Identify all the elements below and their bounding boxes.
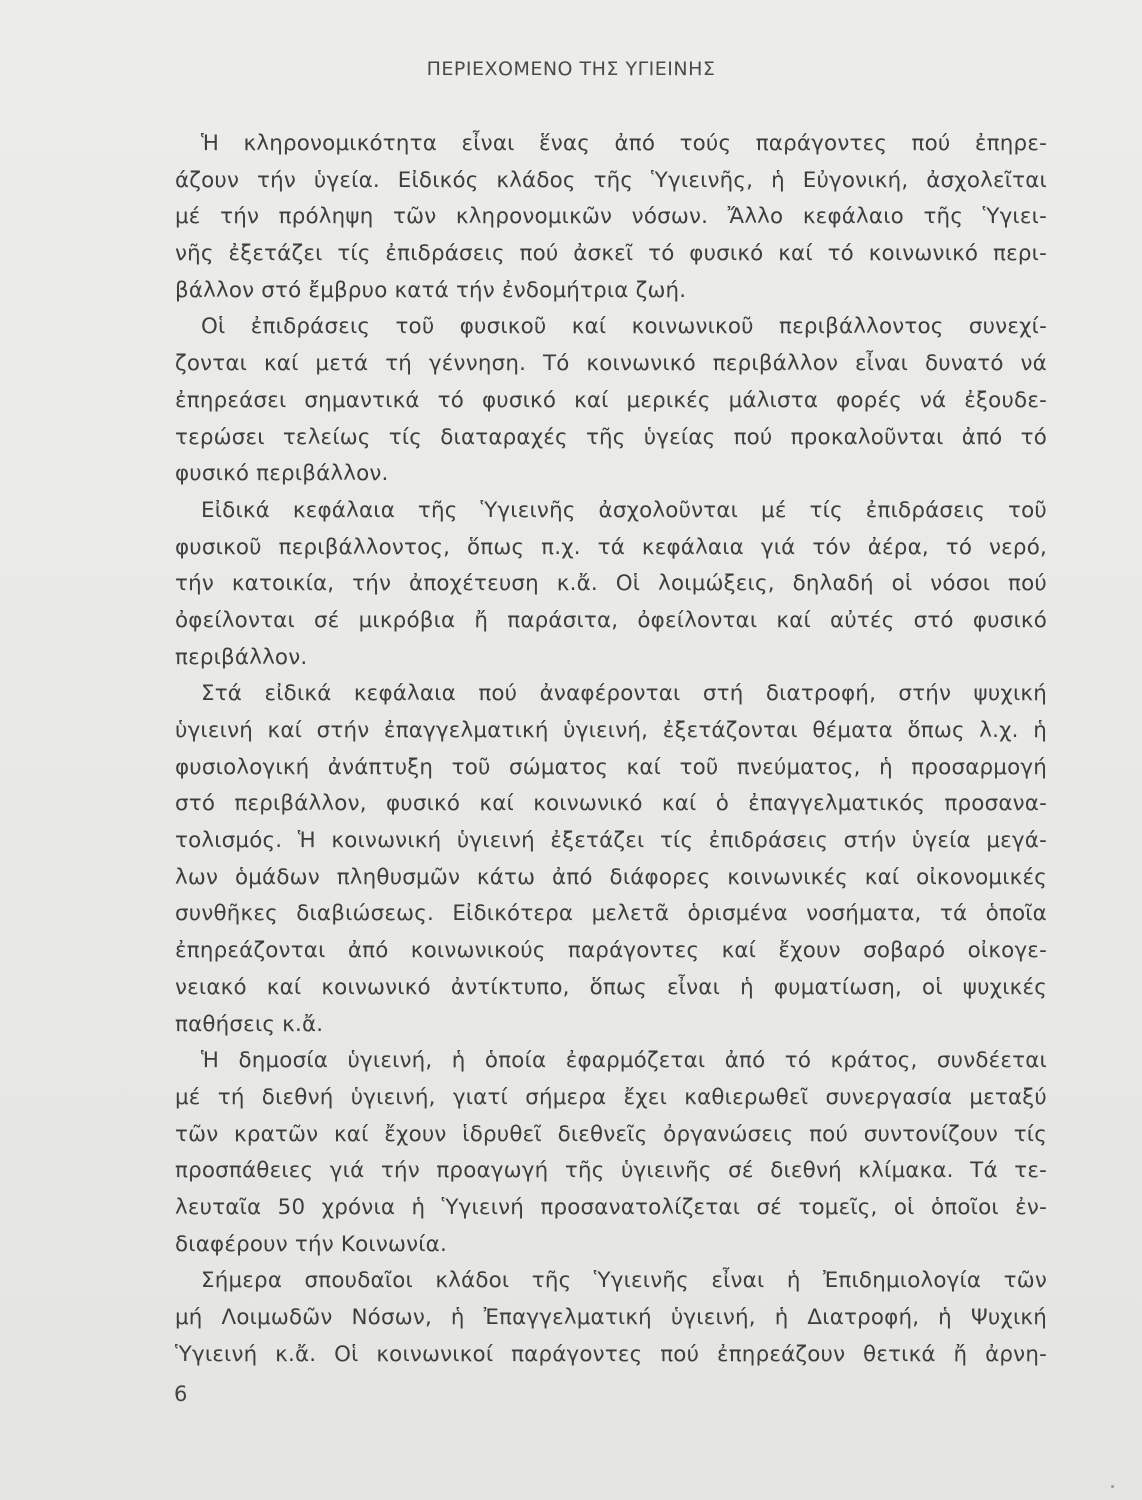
body-text <box>175 126 1047 1373</box>
text-line: Ἡ κληρονομικότητα εἶναι ἕνας ἀπό τούς παράγοντες πού ἐπηρε- <box>201 131 1047 156</box>
text-line: τολισμός. Ἡ κοινωνική ὑγιεινή ἐξετάζει τίς ἐπιδράσεις στήν ὑγεία μεγά- <box>175 828 1047 854</box>
text-line: νῆς ἐξετάζει τίς ἐπιδράσεις πού ἀσκεῖ τό φυσικό καί τό κοινωνικό περι- <box>175 241 1047 267</box>
text-line: ὀφείλονται σέ μικρόβια ἤ παράσιτα, ὀφείλονται καί αὐτές στό φυσικό <box>175 607 1047 633</box>
text-line: μέ τήν πρόληψη τῶν κληρονομικῶν νόσων. Ἄλλο κεφάλαιο τῆς Ὑγιει- <box>175 204 1047 230</box>
text-line: Εἰδικά κεφάλαια τῆς Ὑγιεινῆς ἀσχολοῦνται μέ τίς ἐπιδράσεις τοῦ <box>201 497 1047 523</box>
text-line: στό περιβάλλον, φυσικό καί κοινωνικό καί ὁ ἐπαγγελματικός προσανα- <box>175 791 1047 817</box>
text-line: τῶν κρατῶν καί ἔχουν ἱδρυθεῖ διεθνεῖς ὀργανώσεις πού συντονίζουν τίς <box>175 1121 1047 1147</box>
page-number: 6 <box>174 1382 188 1406</box>
text-line: παθήσεις κ.ἄ. <box>175 1011 324 1037</box>
text-line: Ἡ δημοσία ὑγιεινή, ἡ ὁποία ἐφαρμόζεται ἀπό τό κράτος, συνδέεται <box>201 1048 1047 1074</box>
text-line: νειακό καί κοινωνικό ἀντίκτυπο, ὅπως εἶναι ἡ φυματίωση, οἱ ψυχικές <box>175 974 1047 1000</box>
text-line: διαφέρουν τήν Κοινωνία. <box>175 1231 447 1257</box>
text-line: φυσικοῦ περιβάλλοντος, ὅπως π.χ. τά κεφάλαια γιά τόν ἀέρα, τό νερό, <box>175 534 1047 560</box>
text-line: τήν κατοικία, τήν ἀποχέτευση κ.ἄ. Οἱ λοιμώξεις, δηλαδή οἱ νόσοι πού <box>175 571 1047 597</box>
text-line: ζονται καί μετά τή γέννηση. Τό κοινωνικό περιβάλλον εἶναι δυνατό νά <box>175 351 1047 377</box>
running-header: ΠΕΡΙΕΧΟΜΕΝΟ ΤΗΣ ΥΓΙΕΙΝΗΣ <box>426 58 716 80</box>
text-line: άζουν τήν ὑγεία. Εἰδικός κλάδος τῆς Ὑγιεινῆς, ἡ Εὐγονική, ἀσχολεῖται <box>175 167 1047 193</box>
text-line: περιβάλλον. <box>175 644 308 670</box>
text-line: προσπάθειες γιά τήν προαγωγή τῆς ὑγιεινῆς σέ διεθνή κλίμακα. Τά τε- <box>175 1158 1047 1184</box>
text-line: συνθῆκες διαβιώσεως. Εἰδικότερα μελετᾶ ὁρισμένα νοσήματα, τά ὁποῖα <box>175 901 1047 927</box>
text-line: μή Λοιμωδῶν Νόσων, ἡ Ἐπαγγελματική ὑγιεινή, ἡ Διατροφή, ἡ Ψυχική <box>175 1305 1047 1330</box>
text-line: φυσικό περιβάλλον. <box>175 461 389 487</box>
text-line: ἐπηρεάσει σημαντικά τό φυσικό καί μερικές μάλιστα φορές νά ἐξουδε- <box>175 387 1047 413</box>
text-line: ἐπηρεάζονται ἀπό κοινωνικούς παράγοντες καί ἔχουν σοβαρό οἰκογε- <box>175 938 1047 964</box>
text-line: Ὑγιεινή κ.ἄ. Οἱ κοινωνικοί παράγοντες πού ἐπηρεάζουν θετικά ἤ ἀρνη- <box>175 1341 1047 1367</box>
text-line: λευταῖα 50 χρόνια ἡ Ὑγιεινή προσανατολίζεται σέ τομεῖς, οἱ ὁποῖοι ἐν- <box>175 1194 1047 1220</box>
text-line: ὑγιεινή καί στήν ἐπαγγελματική ὑγιεινή, ἐξετάζονται θέματα ὅπως λ.χ. ἡ <box>175 718 1047 743</box>
text-line: Στά εἰδικά κεφάλαια πού ἀναφέρονται στή διατροφή, στήν ψυχική <box>201 681 1047 707</box>
text-line: τερώσει τελείως τίς διαταραχές τῆς ὑγείας πού προκαλοῦνται ἀπό τό <box>175 424 1047 450</box>
text-line: Σήμερα σπουδαῖοι κλάδοι τῆς Ὑγιεινῆς εἶναι ἡ Ἐπιδημιολογία τῶν <box>201 1268 1047 1294</box>
paper-speck <box>1111 1485 1114 1488</box>
text-line: λων ὁμάδων πληθυσμῶν κάτω ἀπό διάφορες κοινωνικές καί οἰκονομικές <box>175 864 1047 890</box>
text-line: μέ τή διεθνή ὑγιεινή, γιατί σήμερα ἔχει καθιερωθεῖ συνεργασία μεταξύ <box>175 1084 1047 1110</box>
text-line: βάλλον στό ἔμβρυο κατά τήν ἐνδομήτρια ζωή. <box>175 277 687 303</box>
text-line: φυσιολογική ἀνάπτυξη τοῦ σώματος καί τοῦ πνεύματος, ἡ προσαρμογή <box>175 754 1047 780</box>
text-line: Οἱ ἐπιδράσεις τοῦ φυσικοῦ καί κοινωνικοῦ περιβάλλοντος συνεχί- <box>201 314 1047 340</box>
